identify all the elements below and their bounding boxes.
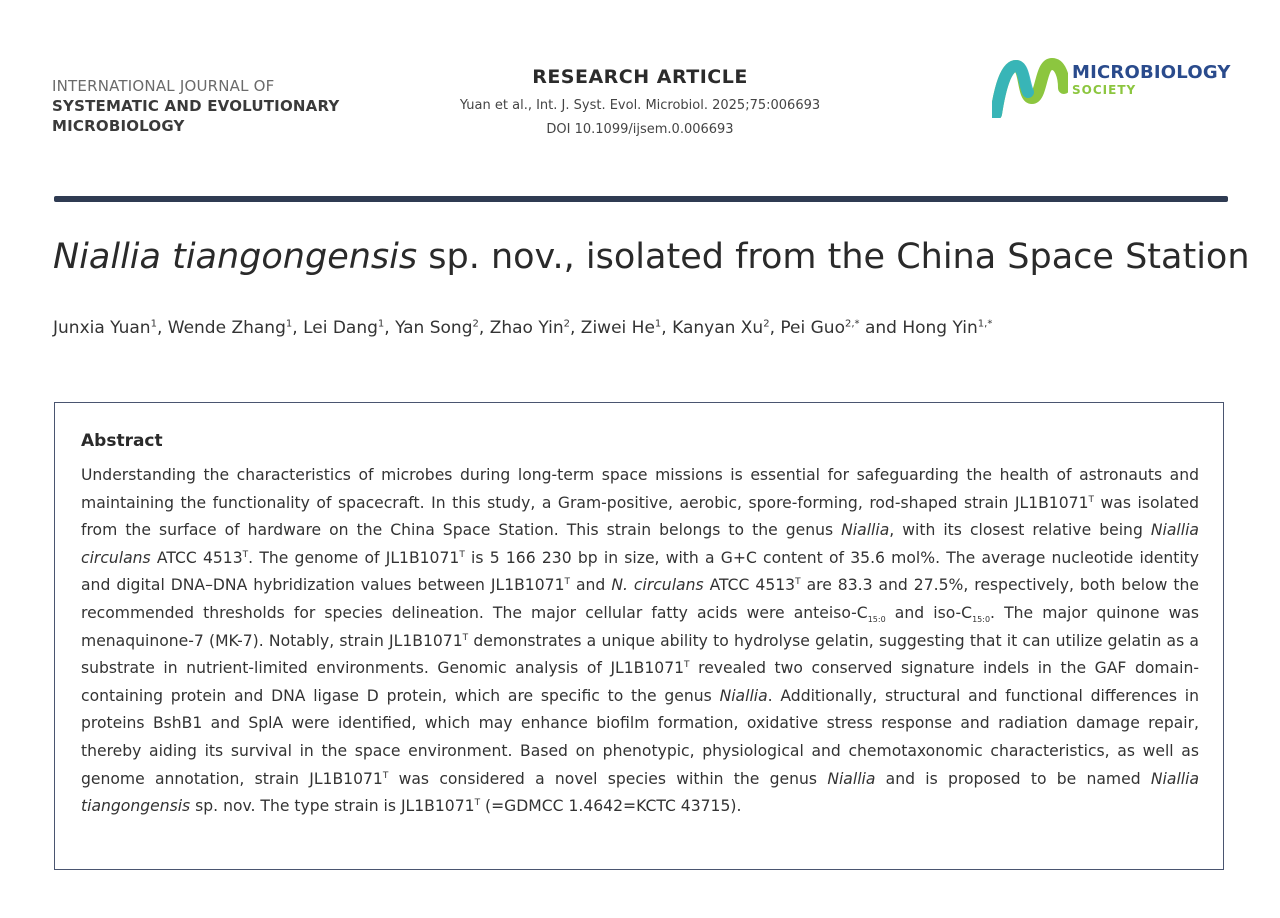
- article-type: RESEARCH ARTICLE: [532, 66, 748, 88]
- abstract-italic-text: N. circulans: [611, 576, 704, 595]
- author-affiliation: 1,*: [977, 318, 993, 330]
- author-separator: ,: [478, 318, 490, 338]
- abstract-heading: Abstract: [81, 431, 163, 451]
- abstract-text-run: are 83.3 and 27.5%, respectively, both below the recommended thresholds for species delineation. The major cellular fatty acids were anteiso-C: [81, 576, 1199, 622]
- abstract-supscript: T: [795, 577, 801, 588]
- abstract-text-run: and: [570, 576, 612, 595]
- abstract-text-run: (=GDMCC 1.4642=KCTC 43715).: [480, 797, 742, 816]
- author-name[interactable]: Yan Song: [395, 318, 473, 338]
- author-separator: and: [859, 318, 903, 338]
- author-separator: ,: [156, 318, 168, 338]
- abstract-text-run: ATCC 4513: [150, 548, 243, 567]
- abstract-italic-text: Niallia: [719, 686, 768, 705]
- title-species-name: Niallia tiangongensis: [53, 237, 418, 277]
- abstract-supscript: T: [564, 577, 570, 588]
- abstract-text-run: is 5 166 230 bp in size, with a G+C content of 35.6 mol%. The average nucleotide identity and digital DNA–DNA hybridization values between JL1B1071: [81, 548, 1199, 595]
- logo-text-line1: MICROBIOLOGY: [1072, 62, 1231, 83]
- microbiology-society-logo: [992, 58, 1232, 118]
- abstract-supscript: T: [459, 549, 465, 560]
- author-affiliation: 2,*: [845, 318, 860, 330]
- abstract-italic-text: Niallia circulans: [81, 521, 1199, 567]
- abstract-text-run: demonstrates a unique ability to hydrolyse gelatin, suggesting that it can utilize gelatin as a substrate in nutrient-limited environments. Genomic analysis of JL1B1071: [81, 631, 1199, 678]
- author-separator: ,: [569, 318, 581, 338]
- author-name[interactable]: Kanyan Xu: [672, 318, 764, 338]
- abstract-italic-text: Niallia: [827, 769, 876, 788]
- author-list: [53, 318, 992, 338]
- author-affiliation: 1: [150, 318, 157, 330]
- author-separator: ,: [384, 318, 396, 338]
- abstract-supscript: T: [474, 797, 481, 808]
- abstract-text-run: was considered a novel species within the genus: [388, 769, 828, 788]
- article-title: [53, 237, 1250, 277]
- journal-name-line3: MICROBIOLOGY: [52, 117, 185, 135]
- abstract-italic-text: Niallia tiangongensis: [81, 769, 1199, 816]
- abstract-subscript: 15:0: [972, 615, 991, 625]
- author-affiliation: 1: [654, 318, 662, 330]
- logo-text-line2: SOCIETY: [1072, 83, 1137, 97]
- author-affiliation: 2: [472, 318, 479, 330]
- abstract-supscript: T: [684, 659, 690, 670]
- author-affiliation: 2: [563, 318, 570, 330]
- abstract-text: [81, 462, 1199, 821]
- abstract-text-run: was isolated from the surface of hardware on the China Space Station. This strain belongs to the genus: [81, 493, 1199, 540]
- author-affiliation: 1: [377, 318, 385, 330]
- abstract-italic-text: Niallia: [841, 521, 890, 540]
- abstract-text-run: , with its closest relative being: [889, 521, 1151, 540]
- abstract-text-run: and is proposed to be named: [875, 769, 1151, 788]
- abstract-box: [54, 402, 1224, 870]
- author-name[interactable]: Hong Yin: [902, 318, 978, 338]
- abstract-text-run: sp. nov. The type strain is JL1B1071: [190, 797, 475, 816]
- citation: Yuan et al., Int. J. Syst. Evol. Microbiol. 2025;75:006693: [459, 98, 821, 113]
- abstract-text-run: ATCC 4513: [703, 576, 796, 595]
- author-affiliation: 2: [763, 318, 770, 330]
- abstract-supscript: T: [242, 549, 249, 560]
- abstract-supscript: T: [1088, 494, 1094, 505]
- journal-name: [52, 76, 339, 136]
- author-name[interactable]: Ziwei He: [580, 318, 655, 338]
- author-separator: ,: [292, 318, 304, 338]
- abstract-text-run: . The major quinone was menaquinone-7 (MK-7). Notably, strain JL1B1071: [81, 603, 1199, 650]
- author-name[interactable]: Lei Dang: [303, 318, 378, 338]
- author-separator: ,: [769, 318, 781, 338]
- author-name[interactable]: Zhao Yin: [489, 318, 564, 338]
- abstract-text-run: revealed two conserved signature indels in the GAF domain-containing protein and DNA ligase D protein, which are specific to the genus: [81, 659, 1200, 705]
- author-separator: ,: [661, 318, 673, 338]
- title-rest: sp. nov., isolated from the China Space Station: [417, 237, 1250, 277]
- microbiology-society-logo-mark: [992, 58, 1068, 118]
- abstract-text-run: . The genome of JL1B1071: [248, 548, 460, 567]
- abstract-supscript: T: [382, 770, 389, 781]
- abstract-text-run: Understanding the characteristics of microbes during long-term space missions is essential for safeguarding the health of astronauts and maintaining the functionality of spacecraft. In this study, a Gram-positive, aerobic, spore-forming, rod-shaped strain JL1B1071: [81, 466, 1199, 512]
- abstract-supscript: T: [462, 632, 469, 643]
- author-name[interactable]: Wende Zhang: [167, 318, 286, 338]
- author-affiliation: 1: [285, 318, 293, 330]
- article-header: [380, 66, 900, 137]
- abstract-text-run: . Additionally, structural and functional differences in proteins BshB1 and SplA were identified, which may enhance biofilm formation, oxidative stress response and radiation damage repair, thereby aiding its survival in the space environment. Based on phenotypic, physiological and chemotaxonomic characteristics, as well as genome annotation, strain JL1B1071: [81, 686, 1200, 788]
- header-divider: [54, 196, 1228, 202]
- journal-name-line2: SYSTEMATIC AND EVOLUTIONARY: [52, 97, 340, 115]
- abstract-subscript: 15:0: [867, 615, 886, 625]
- author-name[interactable]: Junxia Yuan: [53, 318, 151, 338]
- doi-link[interactable]: DOI 10.1099/ijsem.0.006693: [546, 122, 734, 137]
- journal-name-line1: INTERNATIONAL JOURNAL OF: [52, 77, 275, 95]
- author-name[interactable]: Pei Guo: [780, 318, 845, 338]
- abstract-text-run: and iso-C: [885, 603, 973, 622]
